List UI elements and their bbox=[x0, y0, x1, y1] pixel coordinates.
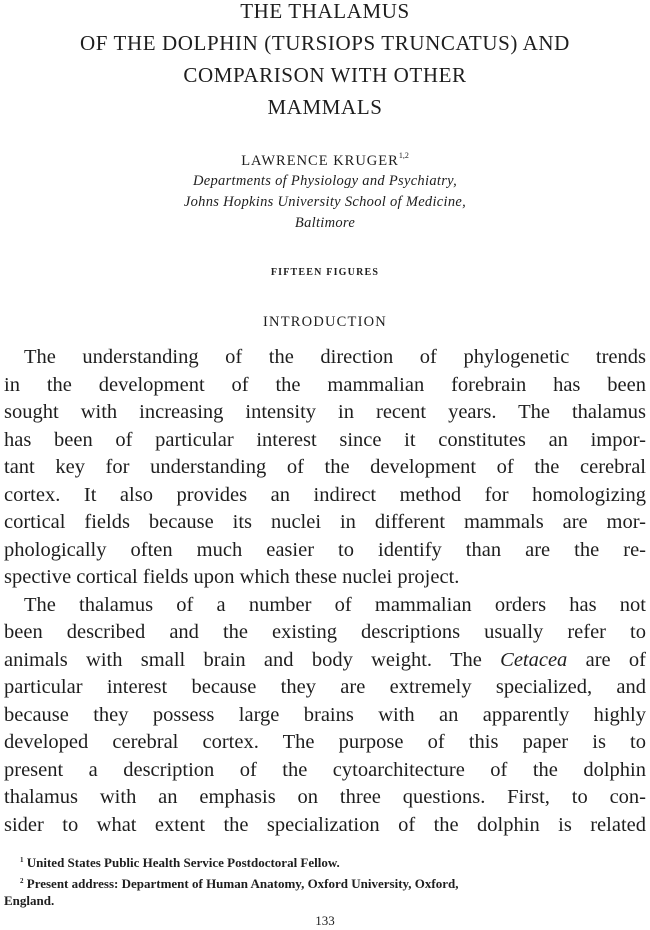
article-title-line-4: MAMMALS bbox=[267, 95, 383, 119]
article-title-line-2: OF THE DOLPHIN (TURSIOPS TRUNCATUS) AND bbox=[80, 31, 570, 55]
figures-note: FIFTEEN FIGURES bbox=[270, 267, 380, 278]
footnote-1-mark: 1 bbox=[20, 856, 24, 864]
italic-term-cetacea: Cetacea bbox=[500, 648, 568, 671]
body-line-16: present a description of the cytoarchitecture of the dolphin bbox=[4, 758, 646, 781]
body-line-1: The understanding of the direction of phylogenetic trends bbox=[24, 346, 646, 368]
body-line-13: particular interest because they are extremely specialized, and bbox=[4, 676, 646, 698]
body-line-6: cortex. It also provides an indirect method for homologizing bbox=[4, 483, 646, 506]
author-name: LAWRENCE KRUGER bbox=[241, 153, 399, 169]
body-line-10: The thalamus of a number of mammalian orders has not bbox=[24, 593, 646, 616]
footnote-2-text: Present address: Department of Human Anatomy, Oxford University, Oxford, bbox=[26, 876, 459, 891]
body-line-4: has been of particular interest since it constitutes an impor- bbox=[4, 428, 646, 451]
affiliation-line-2: Johns Hopkins University School of Medicine, bbox=[183, 194, 467, 210]
body-line-12-part-2: are of bbox=[585, 648, 647, 671]
page-number: 133 bbox=[315, 913, 335, 928]
body-line-18: sider to what extent the specialization of the dolphin is related bbox=[4, 813, 646, 836]
footnote-1 bbox=[20, 850, 646, 873]
body-line-7: cortical fields because its nuclei in different mammals are mor- bbox=[4, 511, 646, 533]
body-line-14: because they possess large brains with an apparently highly bbox=[4, 703, 646, 726]
body-line-15: developed cerebral cortex. The purpose of this paper is to bbox=[4, 731, 646, 753]
footnote-2-continued: England. bbox=[4, 893, 55, 908]
body-line-5: tant key for understanding of the development of the cerebral bbox=[4, 456, 646, 478]
affiliation-line-3: Baltimore bbox=[294, 215, 356, 231]
footnote-1-text: United States Public Health Service Postdoctoral Fellow. bbox=[26, 855, 340, 870]
author-line bbox=[0, 146, 650, 171]
article-title-line-3: COMPARISON WITH OTHER bbox=[183, 63, 467, 87]
body-line-17: thalamus with an emphasis on three questions. First, to con- bbox=[4, 786, 646, 808]
body-line-9: spective cortical fields upon which these nuclei project. bbox=[4, 566, 460, 588]
body-line-3: sought with increasing intensity in recent years. The thalamus bbox=[4, 401, 646, 423]
body-line-8: phologically often much easier to identify than are the re- bbox=[4, 538, 646, 561]
affiliation-line-1: Departments of Physiology and Psychiatry, bbox=[193, 173, 457, 189]
footnote-2-mark: 2 bbox=[20, 877, 24, 885]
body-line-12 bbox=[4, 647, 646, 675]
body-line-11: been described and the existing descriptions usually refer to bbox=[4, 621, 646, 643]
body-line-12-part-1: animals with small brain and body weight. The bbox=[4, 648, 482, 671]
body-line-2: in the development of the mammalian forebrain has been bbox=[4, 373, 646, 396]
section-heading: INTRODUCTION bbox=[263, 314, 387, 330]
article-title-line-1: THE THALAMUS bbox=[240, 0, 410, 23]
author-footnote-marks: 1,2 bbox=[398, 151, 409, 160]
